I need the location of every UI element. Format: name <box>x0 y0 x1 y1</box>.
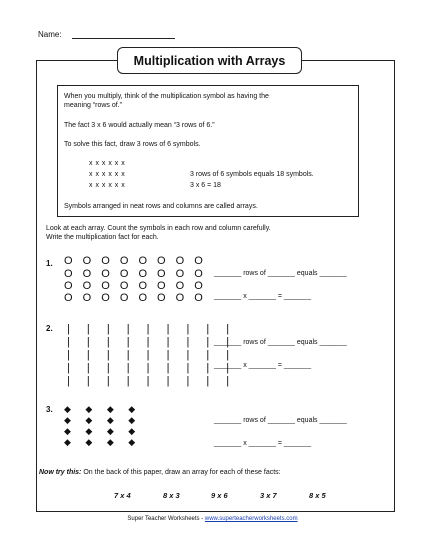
fact-4: 3 x 7 <box>260 491 277 500</box>
problem-3-answer-rows[interactable]: _______ rows of _______ equals _______ <box>214 417 347 424</box>
example-text-2: 3 x 6 = 18 <box>190 182 221 189</box>
problem-2-answer-fact[interactable]: _______ x _______ = _______ <box>214 362 312 369</box>
name-label: Name: <box>38 30 62 39</box>
problem-3-number: 3. <box>46 405 53 414</box>
problem-2-number: 2. <box>46 324 53 333</box>
instructions-line-2: Write the multiplication fact for each. <box>46 234 159 241</box>
array-3-row: ◆ ◆ ◆ ◆ <box>64 404 142 414</box>
now-try-label: Now try this: <box>39 469 82 476</box>
intro-line-3: The fact 3 x 6 would actually mean “3 rows of 6.” <box>64 122 215 129</box>
intro-line-2: meaning “rows of.” <box>64 102 122 109</box>
array-3-row: ◆ ◆ ◆ ◆ <box>64 426 142 436</box>
footer-text: Super Teacher Worksheets - <box>127 516 205 522</box>
problem-1-answer-rows[interactable]: _______ rows of _______ equals _______ <box>214 270 347 277</box>
array-3-row: ◆ ◆ ◆ ◆ <box>64 437 142 447</box>
array-1-row: O O O O O O O O <box>64 255 207 267</box>
example-row-1: x x x x x x <box>89 160 126 167</box>
array-2-row: | | | | | | | | | <box>67 323 237 335</box>
array-3-row: ◆ ◆ ◆ ◆ <box>64 415 142 425</box>
array-1-row: O O O O O O O O <box>64 268 207 280</box>
array-2-row: | | | | | | | | | <box>67 362 237 374</box>
array-2-row: | | | | | | | | | <box>67 349 237 361</box>
intro-line-1: When you multiply, think of the multiplication symbol as having the <box>64 93 269 100</box>
example-text-1: 3 rows of 6 symbols equals 18 symbols. <box>190 171 314 178</box>
example-row-3: x x x x x x <box>89 182 126 189</box>
problem-1-number: 1. <box>46 259 53 268</box>
footer <box>0 516 425 522</box>
fact-1: 7 x 4 <box>114 491 131 500</box>
now-try-text: On the back of this paper, draw an array for each of these facts: <box>81 469 281 476</box>
array-2-row: | | | | | | | | | <box>67 336 237 348</box>
now-try-line <box>39 468 281 477</box>
instructions-line-1: Look at each array. Count the symbols in each row and column carefully. <box>46 225 271 232</box>
example-row-2: x x x x x x <box>89 171 126 178</box>
problem-2-answer-rows[interactable]: _______ rows of _______ equals _______ <box>214 339 347 346</box>
array-2-row: | | | | | | | | | <box>67 375 237 387</box>
name-field[interactable] <box>72 38 175 39</box>
intro-line-4: To solve this fact, draw 3 rows of 6 symbols. <box>64 141 201 148</box>
footer-link[interactable]: www.superteacherworksheets.com <box>204 516 298 522</box>
fact-3: 9 x 6 <box>211 491 228 500</box>
array-1-row: O O O O O O O O <box>64 292 207 304</box>
array-1-row: O O O O O O O O <box>64 280 207 292</box>
problem-3-answer-fact[interactable]: _______ x _______ = _______ <box>214 440 312 447</box>
intro-line-5: Symbols arranged in neat rows and columns are called arrays. <box>64 203 258 210</box>
problem-1-answer-fact[interactable]: _______ x _______ = _______ <box>214 293 312 300</box>
page-title: Multiplication with Arrays <box>117 47 302 74</box>
fact-5: 8 x 5 <box>309 491 326 500</box>
fact-2: 8 x 3 <box>163 491 180 500</box>
